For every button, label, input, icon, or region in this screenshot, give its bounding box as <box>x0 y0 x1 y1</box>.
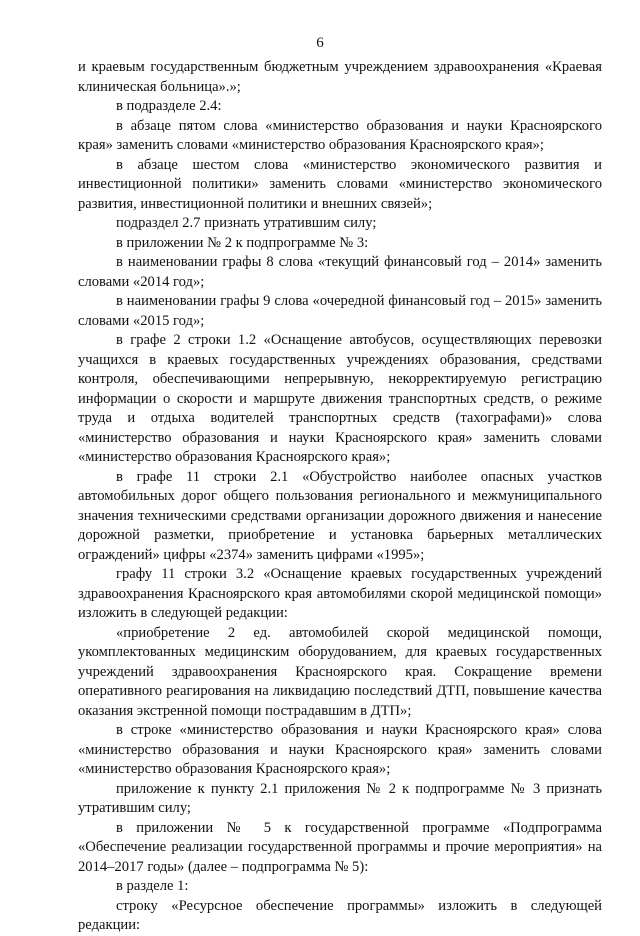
paragraph-ministry-row: в строке «министерство образования и науки Красноярского края» слова «министерство образования и науки Красноярского края» заменить словами «министерство образования Красноярского края»; <box>78 722 602 777</box>
paragraph-row-1-2: в графе 2 строки 1.2 «Оснащение автобусов, осуществляющих перевозки учащихся в краевых государственных учреждениях образования, средствами контроля, обеспечивающими непрерывную, некорректируемую регистрацию информации о скорости и маршруте движения транспортных средств, о режиме труда и отдыха водителей транспортных средств (тахографами)» слова «министерство образования и науки Красноярского края» заменить словами «министерство образования Красноярского края»; <box>78 332 602 465</box>
paragraph-sixth-abzac: в абзаце шестом слова «министерство экономического развития и инвестиционной политики» заменить словами «министерство экономического развития, инвестиционной политики и внешних связей»; <box>78 156 602 212</box>
paragraph-new-wording: «приобретение 2 ед. автомобилей скорой медицинской помощи, укомплектованных медицинским оборудованием, для краевых государственных учреждений здравоохранения Красноярского края. Сокращение времени оперативного реагирования на ликвидацию последствий ДТП, повышение качества оказания экстренной помощи пострадавшим в ДТП»; <box>78 624 602 719</box>
paragraph-appendix-5: в приложении № 5 к государственной программе «Подпрограмма «Обеспечение реализации государственной программы и прочие мероприятия» на 2014–2017 годы» (далее – подпрограмма № 5): <box>78 819 602 875</box>
document-body <box>78 58 602 936</box>
paragraph-continuation: и краевым государственным бюджетным учреждением здравоохранения «Краевая клиническая больница».»; <box>78 59 602 95</box>
paragraph-row-2-1: в графе 11 строки 2.1 «Обустройство наиболее опасных участков автомобильных дорог общего пользования регионального и межмуниципального значения техническими средствами организации дорожного движения и нанесение дорожной разметки, приобретение и установка барьерных металлических ограждений» цифры «2374» заменить цифрами «1995»; <box>78 468 602 563</box>
paragraph-subsection-2-7: подраздел 2.7 признать утратившим силу; <box>116 215 377 231</box>
paragraph-row-3-2: графу 11 строки 3.2 «Оснащение краевых государственных учреждений здравоохранения Красноярского края автомобилями скорой медицинской помощи» изложить в следующей редакции: <box>78 566 602 621</box>
paragraph-appendix-2-1: приложение к пункту 2.1 приложения № 2 к подпрограмме № 3 признать утратившим силу; <box>78 780 602 816</box>
paragraph-resource-row: строку «Ресурсное обеспечение программы» изложить в следующей редакции: <box>78 897 602 933</box>
paragraph-subsection-2-4: в подразделе 2.4: <box>116 98 222 114</box>
paragraph-section-1: в разделе 1: <box>116 878 189 894</box>
paragraph-appendix-2: в приложении № 2 к подпрограмме № 3: <box>116 234 369 251</box>
paragraph-fifth-abzac: в абзаце пятом слова «министерство образования и науки Красноярского края» заменить словами «министерство образования Красноярского края»; <box>78 117 602 153</box>
paragraph-column-8: в наименовании графы 8 слова «текущий финансовый год – 2014» заменить словами «2014 год»; <box>78 254 602 290</box>
page-number: 6 <box>316 35 324 51</box>
paragraph-column-9: в наименовании графы 9 слова «очередной финансовый год – 2015» заменить словами «2015 год»; <box>78 293 602 329</box>
